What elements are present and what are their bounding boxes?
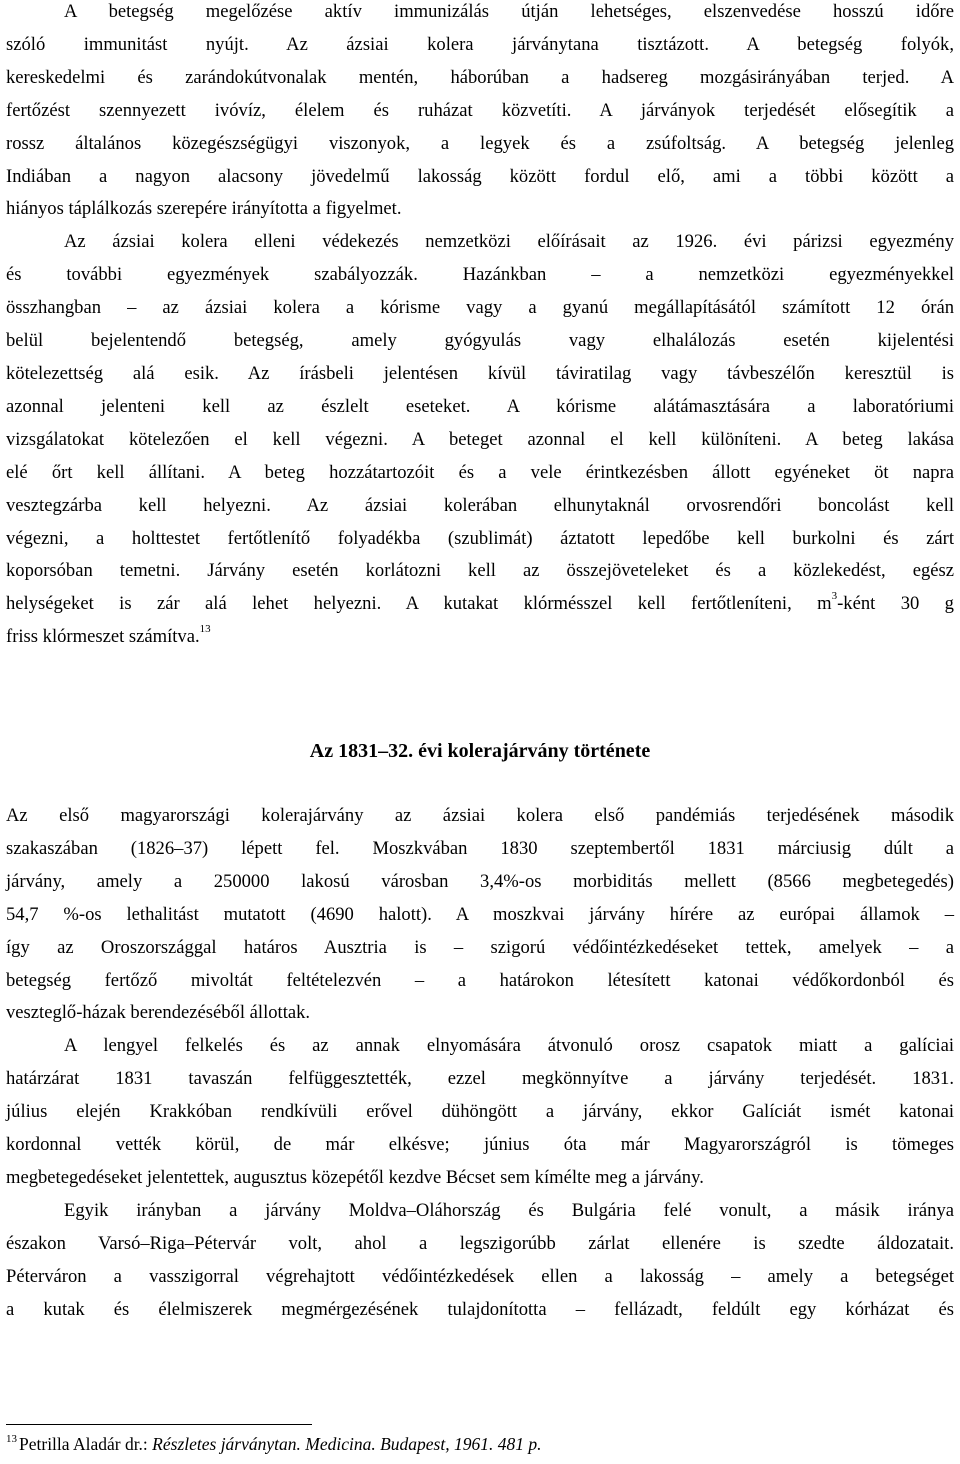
footnote-author: Petrilla Aladár dr.: [19,1434,153,1454]
text-line: kötelezettség alá esik. Az írásbeli jelentésen kívül táviratilag vagy távbeszélőn keresztül is [6,362,954,384]
text-line: vesztegl​ő-házak berendezéséből állottak. [6,1002,311,1024]
text-line: szóló immunitást nyújt. Az ázsiai kolera járványtana tisztázott. A betegség folyók, [6,33,954,55]
paragraph-prevention [6,0,954,226]
text-line: vizsgálatokat kötelezően el kell végezni. A beteget azonnal el kell különíteni. A beteg lakása [6,428,954,450]
text-line: Az első magyarországi kolerajárvány az ázsiai kolera első pandémiás terjedésének második [6,805,954,826]
text-line: kereskedelmi és zarándokútvonalak mentén, háborúban a hadsereg mozgásirányában terjed. A [6,66,954,88]
section-heading: Az 1831–32. évi kolerajárvány története [309,740,651,762]
text-line: A lengyel felkelés és az annak elnyomására átvonuló orosz csapatok miatt a galíciai [64,1035,954,1057]
text-line: július elején Krakkóban rendkívüli erővel dühöngött a járvány, ekkor Galíciát ismét katonai [6,1101,954,1123]
section-epidemiology [6,0,954,654]
footnote-number: 13 [6,1433,17,1445]
text-run: friss klórmeszet számítva. [6,626,200,648]
text-line: azonnal jelenteni kell az észlelt eseteket. A kórisme alátámasztására a laboratóriumi [6,395,954,417]
text-line: hiányos táplálkozás szerepére irányította a figyelmet. [6,198,402,220]
text-line: megbetegedéseket jelentettek, augusztus közepétől kezdve Bécset sem kímélte meg a járvány. [6,1166,704,1188]
text-line: 54,7 %-os lethalitást mutatott (4690 halott). A moszkvai járvány hírére az európai államok – [6,903,954,925]
text-line: Indiában a nagyon alacsony jövedelmű lakosság között fordul elő, ami a többi között a [6,165,954,187]
text-line: Egyik irányban a járvány Moldva–Oláhország és Bulgária felé vonult, a másik iránya [64,1199,954,1221]
text-line: a kutak és élelmiszerek megmérgezésének tulajdonította – fellázadt, feldúlt egy kórházat és [6,1298,954,1320]
text-run: helységeket is zár alá lehet helyezni. A kutakat klórmésszel kell fertőtleníteni, m [6,593,832,615]
text-line: kordonnal vették körül, de már elkésve; június óta már Magyarországról is tömeges [6,1134,954,1156]
text-line: határzárat 1831 tavaszán felfüggesztették, ezzel megkönnyítve a járvány terjedését. 1831. [6,1068,954,1090]
paragraph-first-epidemic [6,800,954,1030]
text-line-with-superscript [6,588,954,621]
superscript-unit: 3 [831,590,838,603]
footnote-separator [6,1424,312,1425]
text-line: így az Oroszországgal határos Ausztria is – szigorú védőintézkedéseket tettek, amelyek – a [6,936,954,958]
text-line: szakaszában (1826–37) lépett fel. Moszkvában 1830 szeptembertől 1831 márciusig dúlt a [6,837,954,859]
text-line: belül bejelentendő betegség, amely gyógyulás vagy elhalálozás esetén kijelentési [6,330,954,352]
text-line: fertőzést szennyezett ivóvíz, élelem és ruházat közvetíti. A járványok terjedését elősegítik a [6,99,954,121]
text-line: rossz általános közegészségügyi viszonyok, a legyek és a zsúfoltság. A betegség jelenleg [6,132,954,154]
text-line: A betegség megelőzése aktív immunizálás útján lehetséges, elszenvedése hosszú időre [64,1,954,22]
text-line: Pétervá​ron a vasszigorral végrehajtott védőintézkedések ellen a lakosság – amely a betegséget [6,1265,954,1287]
text-line: és további egyezmények szabályozzák. Hazánkban – a nemzetközi egyezményekkel [6,264,954,286]
footnote-citation: Részletes járványtan. Medicina. Budapest, 1961. 481 p. [152,1434,542,1454]
paragraph-galicia [6,1030,954,1195]
paragraph-spread-routes [6,1195,954,1327]
section-history [6,800,954,1327]
text-line-with-footnote-ref [6,621,954,654]
text-line: összhangban – az ázsiai kolera a kórisme vagy a gyanú megállapításától számított 12 órán [6,297,954,319]
text-line: betegség fertőző mivoltát feltételezvén – a határokon létesített katonai védőkordonból és [6,969,954,991]
text-line: végezni, a holttestet fertőtlenítő folyadékba (szublimát) áztatott lepedőbe kell burkolni és zárt [6,527,954,549]
footnote-reference[interactable]: 13 [199,623,211,636]
text-line: Az ázsiai kolera elleni védekezés nemzetközi előírásait az 1926. évi párizsi egyezmény [64,231,954,253]
text-line: koporsóban temetni. Járvány esetén korlátozni kell az összejöveteleket és a közlekedést, egész [6,560,954,582]
text-run: -ként 30 g [837,593,954,615]
text-line: északon Varsó–Riga–Pétervár volt, ahol a legszigorúbb zárlat ellenére is szedte áldozatait. [6,1232,954,1254]
text-line: vesztegzárba kell helyezni. Az ázsiai kolerában elhunytaknál orvosrendőri boncolást kell [6,494,954,516]
paragraph-regulations [6,226,954,654]
text-line: járvány, amely a 250000 lakosú városban 3,4%-os morbiditás mellett (8566 megbetegedés) [6,870,954,892]
text-line: elé őrt kell állítani. A beteg hozzátartozóit és a vele érintkezésben állott egyéneket öt napra [6,461,954,483]
footnote [6,1432,541,1459]
